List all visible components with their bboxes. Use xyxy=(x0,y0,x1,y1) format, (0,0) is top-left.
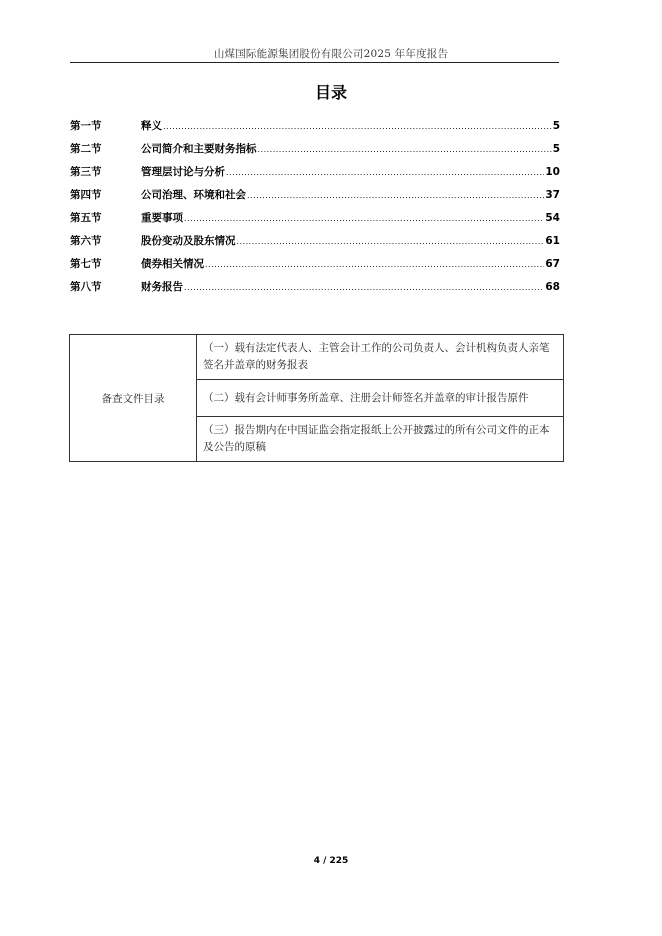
reference-documents-label: 备查文件目录 xyxy=(70,335,197,462)
toc-entry-3[interactable] xyxy=(70,164,560,187)
header-divider xyxy=(70,62,559,63)
toc-leader-dots xyxy=(226,168,544,177)
toc-entry-8[interactable] xyxy=(70,279,560,302)
toc-section-number: 第四节 xyxy=(70,189,102,201)
toc-section-number: 第三节 xyxy=(70,166,102,178)
toc-section-title: 公司治理、环境和社会 xyxy=(141,189,246,201)
reference-documents-table xyxy=(69,334,564,462)
running-header: 山煤国际能源集团股份有限公司2025 年年度报告 xyxy=(213,48,449,60)
toc-page-number: 5 xyxy=(552,120,560,132)
toc-leader-dots xyxy=(237,237,545,246)
reference-document-item-3: （三）报告期内在中国证监会指定报纸上公开披露过的所有公司文件的正本及公告的原稿 xyxy=(197,417,564,462)
toc-page-number: 5 xyxy=(552,143,560,155)
toc-page-number: 67 xyxy=(545,258,560,270)
toc-page-number: 37 xyxy=(545,189,560,201)
reference-document-item-2: （二）载有会计师事务所盖章、注册会计师签名并盖章的审计报告原件 xyxy=(197,380,564,417)
toc-leader-dots xyxy=(205,260,544,269)
toc-section-number: 第五节 xyxy=(70,212,102,224)
toc-section-title: 重要事项 xyxy=(141,212,183,224)
toc-section-title: 财务报告 xyxy=(141,281,183,293)
toc-entry-5[interactable] xyxy=(70,210,560,233)
table-of-contents xyxy=(70,118,560,302)
toc-leader-dots xyxy=(184,283,544,292)
reference-document-item-1: （一）载有法定代表人、主管会计工作的公司负责人、会计机构负责人亲笔签名并盖章的财务报表 xyxy=(197,335,564,380)
toc-section-number: 第六节 xyxy=(70,235,102,247)
toc-leader-dots xyxy=(247,191,544,200)
toc-leader-dots xyxy=(258,145,552,154)
table-row xyxy=(70,335,564,380)
toc-section-title: 股份变动及股东情况 xyxy=(141,235,236,247)
toc-page-number: 54 xyxy=(545,212,560,224)
toc-section-number: 第七节 xyxy=(70,258,102,270)
toc-section-number: 第一节 xyxy=(70,120,102,132)
toc-title: 目录 xyxy=(314,83,347,102)
toc-leader-dots xyxy=(184,214,544,223)
toc-leader-dots xyxy=(163,122,552,131)
toc-entry-1[interactable] xyxy=(70,118,560,141)
toc-entry-6[interactable] xyxy=(70,233,560,256)
toc-section-title: 债券相关情况 xyxy=(141,258,204,270)
page-number: 4 / 225 xyxy=(313,856,349,866)
toc-entry-2[interactable] xyxy=(70,141,560,164)
toc-section-title: 管理层讨论与分析 xyxy=(141,166,225,178)
toc-page-number: 61 xyxy=(545,235,560,247)
toc-section-title: 公司简介和主要财务指标 xyxy=(141,143,257,155)
toc-entry-7[interactable] xyxy=(70,256,560,279)
toc-section-number: 第二节 xyxy=(70,143,102,155)
toc-section-number: 第八节 xyxy=(70,281,102,293)
toc-page-number: 68 xyxy=(545,281,560,293)
toc-page-number: 10 xyxy=(545,166,560,178)
toc-entry-4[interactable] xyxy=(70,187,560,210)
toc-section-title: 释义 xyxy=(141,120,162,132)
